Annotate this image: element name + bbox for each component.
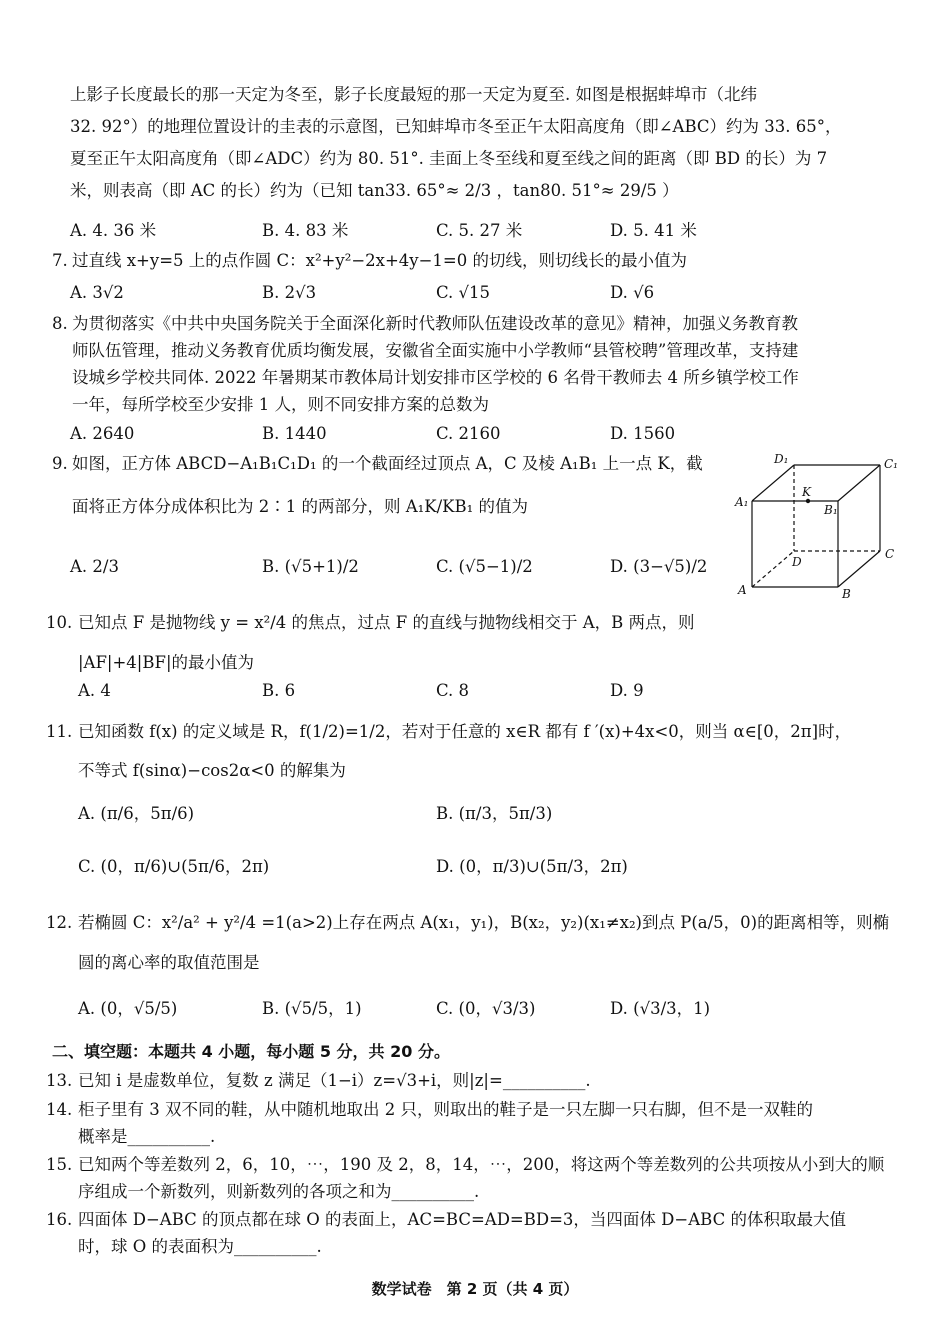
label-k: K	[802, 485, 811, 499]
edge-b1c1	[838, 465, 880, 501]
q9-option-a: A. 2/3	[70, 557, 119, 576]
label-b1: B₁	[824, 503, 838, 517]
q15-line-1: 已知两个等差数列 2，6，10，⋯，190 及 2，8，14，⋯，200，将这两个等差数列的公共项按从小到大的顺	[78, 1155, 885, 1174]
q8-line-4: 一年，每所学校至少安排 1 人，则不同安排方案的总数为	[72, 395, 489, 414]
q12-line-1: 若椭圆 C：x²/a² + y²/4 =1(a>2)上存在两点 A(x₁，y₁)，B(x₂，y₂)(x₁≠x₂)到点 P(a/5，0)的距离相等，则椭	[78, 913, 890, 932]
q9-line-2: 面将正方体分成体积比为 2∶1 的两部分，则 A₁K/KB₁ 的值为	[72, 497, 528, 516]
page-footer: 数学试卷 第 2 页（共 4 页）	[371, 1280, 579, 1298]
q7-option-d: D. √6	[610, 283, 655, 302]
q8-number: 8.	[52, 314, 68, 333]
q13-text: 已知 i 是虚数单位，复数 z 满足（1−i）z=√3+i，则|z|=__________.	[78, 1071, 591, 1090]
q11-line-1: 已知函数 f(x) 的定义域是 R，f(1/2)=1/2，若对于任意的 x∈R 都有 f ′(x)+4x<0，则当 α∈[0，2π]时，	[78, 722, 852, 741]
q10-option-a: A. 4	[78, 681, 111, 700]
label-c1: C₁	[884, 457, 898, 471]
q10-option-d: D. 9	[610, 681, 644, 700]
q7-option-a: A. 3√2	[70, 283, 124, 302]
q16-number: 16.	[46, 1210, 73, 1229]
q12-line-2: 圆的离心率的取值范围是	[78, 953, 260, 972]
label-c: C	[885, 547, 895, 561]
q10-option-c: C. 8	[436, 681, 470, 700]
q16-line-1: 四面体 D−ABC 的顶点都在球 O 的表面上，AC=BC=AD=BD=3，当四面体 D−ABC 的体积取最大值	[78, 1210, 846, 1229]
q15-number: 15.	[46, 1155, 73, 1174]
q14-line-1: 柜子里有 3 双不同的鞋，从中随机地取出 2 只，则取出的鞋子是一只左脚一只右脚，但不是一双鞋的	[78, 1100, 813, 1119]
q7-option-c: C. √15	[436, 283, 491, 302]
q12-option-b: B. (√5/5，1)	[262, 999, 362, 1018]
q14-line-2: 概率是__________.	[78, 1127, 216, 1146]
label-d: D	[792, 555, 802, 569]
intro-line-2: 32. 92°）的地理位置设计的圭表的示意图，已知蚌埠市冬至正午太阳高度角（即∠ABC）约为 33. 65°，	[70, 117, 842, 136]
q8-option-d: D. 1560	[610, 424, 676, 443]
q7-text: 过直线 x+y=5 上的点作圆 C：x²+y²−2x+4y−1=0 的切线，则切线长的最小值为	[72, 251, 687, 270]
label-a: A	[738, 583, 747, 597]
label-a1: A₁	[735, 495, 749, 509]
q8-line-3: 设城乡学校共同体. 2022 年暑期某市教体局计划安排市区学校的 6 名骨干教师去 4 所乡镇学校工作	[72, 368, 799, 387]
q11-number: 11.	[46, 722, 73, 741]
q12-number: 12.	[46, 913, 73, 932]
q11-line-2: 不等式 f(sinα)−cos2α<0 的解集为	[78, 761, 346, 780]
intro-option-a: A. 4. 36 米	[70, 221, 157, 240]
intro-option-b: B. 4. 83 米	[262, 221, 349, 240]
intro-line-1: 上影子长度最长的那一天定为冬至，影子长度最短的那一天定为夏至. 如图是根据蚌埠市（北纬	[70, 85, 757, 104]
q16-line-2: 时，球 O 的表面积为__________.	[78, 1237, 322, 1256]
q9-option-b: B. (√5+1)/2	[262, 557, 359, 576]
q8-option-a: A. 2640	[70, 424, 135, 443]
q10-line-2: |AF|+4|BF|的最小值为	[78, 653, 254, 672]
q14-number: 14.	[46, 1100, 73, 1119]
intro-line-3: 夏至正午太阳高度角（即∠ADC）约为 80. 51°. 圭面上冬至线和夏至线之间的距离（即 BD 的长）为 7	[70, 149, 828, 168]
q13-number: 13.	[46, 1071, 73, 1090]
q9-option-d: D. (3−√5)/2	[610, 557, 708, 576]
q9-line-1: 如图，正方体 ABCD−A₁B₁C₁D₁ 的一个截面经过顶点 A，C 及棱 A₁B₁ 上一点 K，截	[72, 454, 703, 473]
q10-number: 10.	[46, 613, 73, 632]
point-k	[806, 499, 810, 503]
q11-option-b: B. (π/3，5π/3)	[436, 804, 553, 823]
q12-option-c: C. (0，√3/3)	[436, 999, 536, 1018]
q7-number: 7.	[52, 251, 68, 270]
q8-option-c: C. 2160	[436, 424, 501, 443]
label-b: B	[842, 587, 851, 601]
edge-ad	[752, 551, 794, 587]
q15-line-2: 序组成一个新数列，则新数列的各项之和为__________.	[78, 1182, 480, 1201]
q11-option-c: C. (0，π/6)∪(5π/6，2π)	[78, 857, 270, 876]
edge-bc	[838, 551, 880, 587]
label-d1: D₁	[774, 452, 789, 466]
q8-line-2: 师队伍管理，推动义务教育优质均衡发展，安徽省全面实施中小学教师“县管校聘”管理改革，支持建	[72, 341, 799, 360]
intro-line-4: 米，则表高（即 AC 的长）约为（已知 tan33. 65°≈ 2/3 ，tan80. 51°≈ 29/5 ）	[70, 181, 679, 200]
edge-a1d1	[752, 465, 794, 501]
q8-option-b: B. 1440	[262, 424, 327, 443]
q8-line-1: 为贯彻落实《中共中央国务院关于全面深化新时代教师队伍建设改革的意见》精神，加强义务教育教	[72, 314, 798, 333]
q11-option-a: A. (π/6，5π/6)	[78, 804, 195, 823]
q9-option-c: C. (√5−1)/2	[436, 557, 533, 576]
q7-option-b: B. 2√3	[262, 283, 317, 302]
q11-option-d: D. (0，π/3)∪(5π/3，2π)	[436, 857, 628, 876]
intro-option-c: C. 5. 27 米	[436, 221, 523, 240]
q12-option-a: A. (0，√5/5)	[78, 999, 178, 1018]
cube-figure	[730, 448, 910, 603]
section-2-heading: 二、填空题：本题共 4 小题，每小题 5 分，共 20 分。	[52, 1042, 450, 1061]
intro-option-d: D. 5. 41 米	[610, 221, 697, 240]
q10-line-1: 已知点 F 是抛物线 y = x²/4 的焦点，过点 F 的直线与抛物线相交于 A，B 两点，则	[78, 613, 695, 632]
q10-option-b: B. 6	[262, 681, 296, 700]
q9-number: 9.	[52, 454, 68, 473]
q12-option-d: D. (√3/3，1)	[610, 999, 711, 1018]
